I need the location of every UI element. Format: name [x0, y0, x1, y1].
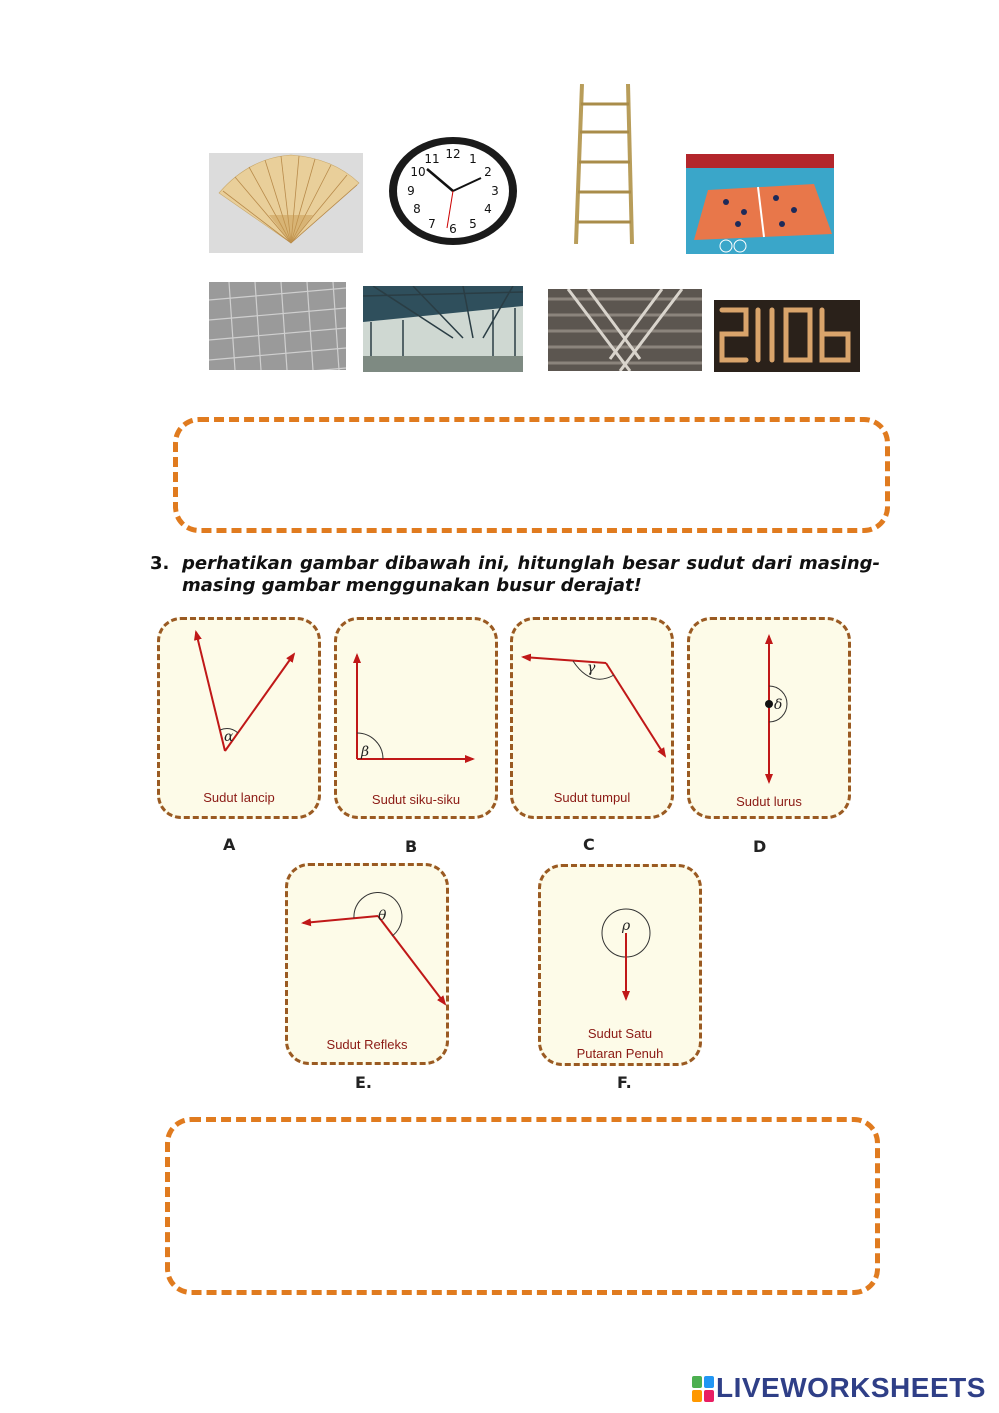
clock-number: 6	[449, 222, 457, 236]
angle-symbol: θ	[378, 908, 387, 924]
angle-label-line: Sudut Satu	[587, 1026, 653, 1041]
vertex-dot	[765, 700, 773, 708]
ray	[606, 663, 665, 756]
clock-number: 4	[484, 202, 492, 216]
ray	[378, 916, 445, 1004]
clock-number: 7	[428, 217, 436, 231]
angle-card-f	[538, 864, 702, 1066]
clock-number: 5	[469, 217, 477, 231]
angle-card-e	[285, 863, 449, 1065]
angle-symbol: α	[224, 729, 234, 745]
clock-number: 8	[413, 202, 421, 216]
letter-b: B	[405, 837, 418, 856]
fan-image	[209, 153, 363, 253]
paving-image	[209, 282, 346, 370]
liveworksheets-logo-icon	[692, 1376, 714, 1402]
clock-number: 1	[469, 152, 477, 166]
ray	[303, 916, 378, 923]
roof-frame-image	[363, 286, 523, 372]
angle-label: Sudut lancip	[203, 790, 275, 805]
ray	[225, 654, 294, 751]
angle-symbol: β	[361, 744, 370, 760]
question-3	[150, 553, 880, 597]
letter-f: F.	[617, 1073, 632, 1092]
letter-e: E.	[355, 1073, 373, 1092]
angle-label: Sudut Refleks	[326, 1037, 408, 1052]
angle-label	[541, 1024, 699, 1064]
volleyball-court-image	[686, 154, 834, 254]
angle-label: Sudut siku-siku	[371, 792, 461, 807]
angle-card-c	[510, 617, 674, 819]
ray	[196, 632, 225, 751]
letter-d: D	[753, 837, 767, 856]
clock-number: 2	[484, 165, 492, 179]
angle-symbol: ρ	[622, 918, 631, 934]
letter-c: C	[583, 835, 595, 854]
question-text: perhatikan gambar dibawah ini, hitunglah besar sudut dari masing-masing gambar menggunakan busur derajat!	[182, 553, 880, 596]
angle-card-d	[687, 617, 851, 819]
clock-number: 9	[407, 184, 415, 198]
clock-number: 12	[445, 147, 461, 161]
angle-symbol: γ	[587, 660, 596, 676]
angle-card-b	[334, 617, 498, 819]
angle-label: Sudut tumpul	[553, 790, 631, 805]
angle-label: Sudut lurus	[736, 794, 802, 809]
answer-box-2[interactable]	[165, 1117, 880, 1295]
clock-image	[387, 136, 519, 246]
clock-number: 3	[491, 184, 499, 198]
brand-text: LIVEWORKSHEETS	[716, 1372, 986, 1403]
question-number: 3.	[150, 553, 170, 574]
answer-box-1[interactable]	[173, 417, 890, 533]
angle-label-line: Putaran Penuh	[576, 1046, 664, 1061]
clock-number: 11	[424, 152, 440, 166]
angle-symbol: δ	[774, 697, 783, 713]
railway-image	[548, 289, 702, 371]
ladder-image	[570, 84, 636, 244]
clock-number: 10	[410, 165, 426, 179]
digital-display-image	[714, 300, 860, 372]
letter-a: A	[223, 835, 236, 854]
angle-card-a	[157, 617, 321, 819]
